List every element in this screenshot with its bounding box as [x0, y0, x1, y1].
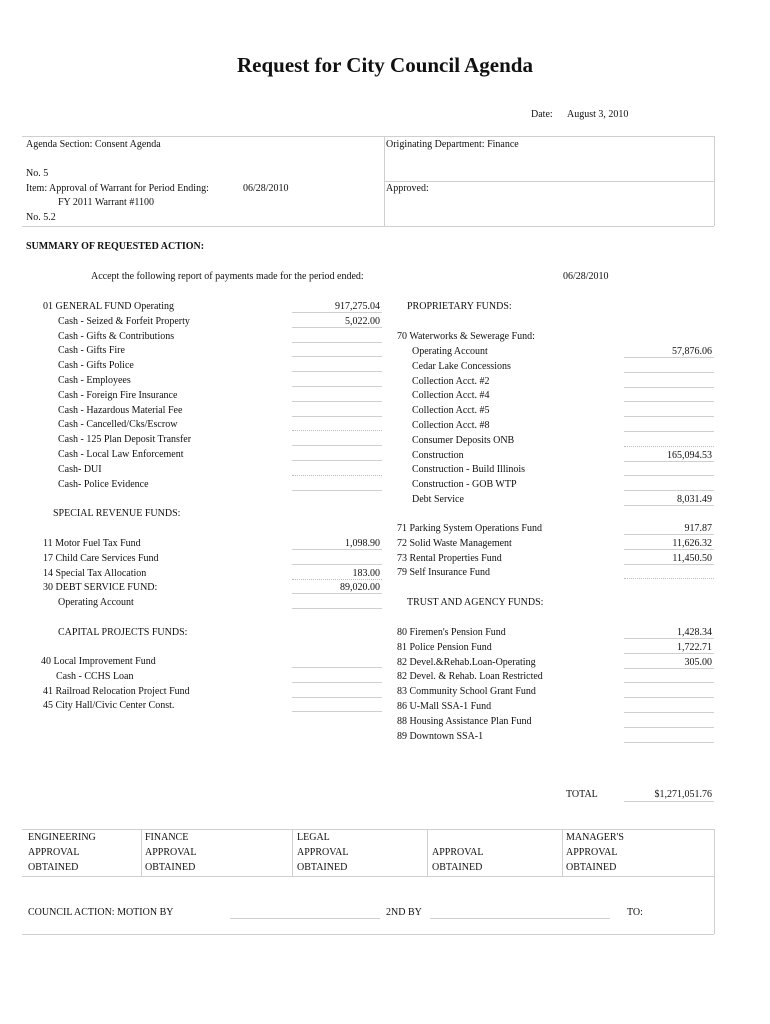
general-fund-row: Cash - Seized & Forfeit Property — [58, 315, 190, 327]
general-fund-row: Cash - Cancelled/Cks/Escrow — [58, 419, 178, 431]
waterworks-row: Construction — [412, 449, 464, 461]
header-mid-rule — [384, 181, 714, 182]
waterworks-row-underline — [624, 373, 714, 388]
trust-agency-row: 86 U-Mall SSA-1 Fund — [397, 701, 492, 712]
general-fund-row: 01 GENERAL FUND Operating — [43, 301, 175, 312]
special-revenue-row: 30 DEBT SERVICE FUND: — [43, 582, 158, 594]
waterworks-row: Operating Account — [412, 346, 488, 357]
waterworks-row-amount: 57,876.06 — [672, 346, 712, 357]
period-ended: 06/28/2010 — [563, 271, 609, 282]
approval-divider-1 — [141, 829, 142, 876]
general-fund-row-underline — [292, 446, 382, 461]
trust-agency-row: 80 Firemen's Pension Fund — [397, 627, 506, 638]
proprietary-row-amount: 11,450.50 — [672, 552, 712, 564]
waterworks-row-underline — [624, 402, 714, 417]
proprietary-row-amount: 11,626.32 — [672, 537, 712, 549]
engineering-line-1: ENGINEERING — [28, 832, 96, 843]
capital-projects-row: 40 Local Improvement Fund — [41, 656, 156, 667]
general-fund-row: Cash - Gifts & Contributions — [58, 330, 175, 342]
waterworks-row: Collection Acct. #5 — [412, 405, 490, 417]
finance-line-1: FINANCE — [145, 832, 189, 843]
approval-right-border — [714, 829, 715, 934]
accept-text: Accept the following report of payments made for the period ended: — [91, 271, 364, 282]
summary-heading: SUMMARY OF REQUESTED ACTION: — [26, 241, 205, 252]
proprietary-heading: PROPRIETARY FUNDS: — [407, 301, 512, 312]
general-fund-row-underline — [292, 328, 382, 343]
trust-agency-row: 82 Devel.&Rehab.Loan-Operating — [397, 656, 536, 668]
originating-department: Originating Department: Finance — [386, 139, 519, 150]
waterworks-row: Collection Acct. #4 — [412, 390, 490, 402]
engineering-line-3: OBTAINED — [28, 862, 79, 873]
header-right-border — [714, 136, 715, 226]
legal-line-2: APPROVAL — [297, 847, 349, 858]
capital-projects-row-underline — [292, 653, 382, 668]
trust-agency-row-underline — [624, 668, 714, 683]
general-fund-row: Cash - Foreign Fire Insurance — [58, 389, 178, 401]
finance-line-2: APPROVAL — [145, 847, 197, 858]
proprietary-row: 72 Solid Waste Management — [397, 537, 512, 549]
item-number: No. 5 — [26, 168, 49, 179]
to-label: TO: — [627, 907, 643, 918]
special-revenue-row: 14 Special Tax Allocation — [43, 567, 147, 579]
finance-line-3: OBTAINED — [145, 862, 196, 873]
date-value: August 3, 2010 — [567, 109, 629, 120]
header-top-rule — [22, 136, 714, 137]
special-revenue-row-amount: 1,098.90 — [345, 538, 380, 549]
total-label: TOTAL — [566, 789, 598, 800]
waterworks-row-underline — [624, 358, 714, 373]
waterworks-row-underline — [624, 476, 714, 491]
trust-agency-row-underline — [624, 698, 714, 713]
waterworks-heading: 70 Waterworks & Sewerage Fund: — [397, 331, 535, 342]
general-fund-row: Cash - Gifts Police — [58, 360, 134, 372]
manager-line-2: APPROVAL — [566, 847, 618, 858]
approval-top-rule — [22, 829, 714, 830]
trust-agency-row-amount: 1,722.71 — [677, 641, 712, 653]
waterworks-row: Cedar Lake Concessions — [412, 360, 511, 372]
approval-divider-2 — [292, 829, 293, 876]
capital-projects-row: 41 Railroad Relocation Project Fund — [43, 685, 190, 697]
manager-line-1: MANAGER'S — [566, 832, 624, 843]
trust-agency-row-underline — [624, 728, 714, 743]
second-by-label: 2ND BY — [386, 907, 422, 918]
general-fund-row: Cash- DUI — [58, 463, 102, 475]
capital-projects-row-underline — [292, 697, 382, 712]
waterworks-row: Collection Acct. #8 — [412, 420, 490, 431]
item-label: Item: Approval of Warrant for Period Ending: — [26, 183, 209, 194]
special-revenue-row-amount: 89,020.00 — [340, 582, 380, 594]
approval-line-2: OBTAINED — [432, 862, 483, 873]
general-fund-row-underline — [292, 342, 382, 357]
proprietary-row: 73 Rental Properties Fund — [397, 552, 502, 564]
general-fund-row-amount: 917,275.04 — [335, 301, 380, 312]
general-fund-row: Cash - Local Law Enforcement — [58, 449, 184, 460]
engineering-line-2: APPROVAL — [28, 847, 80, 858]
general-fund-row-underline — [292, 461, 382, 476]
waterworks-row-underline — [624, 387, 714, 402]
special-revenue-row: Operating Account — [58, 597, 134, 609]
waterworks-row-underline — [624, 461, 714, 476]
general-fund-row: Cash- Police Evidence — [58, 478, 149, 490]
general-fund-row-underline — [292, 476, 382, 491]
waterworks-row: Construction - GOB WTP — [412, 479, 517, 491]
header-bottom-rule — [22, 226, 714, 227]
general-fund-row: Cash - Gifts Fire — [58, 345, 125, 357]
approval-bottom-rule — [22, 876, 714, 877]
trust-agency-row-underline — [624, 713, 714, 728]
special-revenue-heading: SPECIAL REVENUE FUNDS: — [53, 508, 181, 519]
waterworks-row-underline — [624, 417, 714, 432]
waterworks-row: Collection Acct. #2 — [412, 375, 490, 387]
agenda-section: Agenda Section: Consent Agenda — [26, 139, 161, 150]
page-title: Request for City Council Agenda — [237, 53, 533, 77]
second-by-line — [430, 918, 610, 919]
waterworks-row-amount: 8,031.49 — [677, 494, 712, 505]
trust-agency-row-underline — [624, 683, 714, 698]
capital-projects-row: Cash - CCHS Loan — [56, 670, 134, 682]
capital-projects-row: 45 City Hall/Civic Center Const. — [43, 700, 175, 712]
proprietary-row-underline — [624, 564, 714, 579]
trust-agency-row-amount: 1,428.34 — [677, 627, 712, 638]
proprietary-row: 71 Parking System Operations Fund — [397, 523, 542, 534]
general-fund-row-underline — [292, 431, 382, 446]
general-fund-row-underline — [292, 387, 382, 402]
trust-agency-row-amount: 305.00 — [684, 656, 712, 668]
approval-divider-3 — [427, 829, 428, 876]
approval-line-1: APPROVAL — [432, 847, 484, 858]
special-revenue-row-underline — [292, 550, 382, 565]
general-fund-row: Cash - Employees — [58, 375, 131, 386]
general-fund-row-underline — [292, 402, 382, 417]
council-bottom-rule — [22, 934, 714, 935]
trust-agency-row: 88 Housing Assistance Plan Fund — [397, 715, 532, 727]
waterworks-row-amount: 165,094.53 — [667, 449, 712, 461]
date-label: Date: — [531, 109, 553, 120]
total-amount: $1,271,051.76 — [654, 789, 712, 800]
approval-divider-4 — [562, 829, 563, 876]
waterworks-row-underline — [624, 432, 714, 447]
trust-agency-row: 82 Devel. & Rehab. Loan Restricted — [397, 671, 543, 683]
capital-projects-heading: CAPITAL PROJECTS FUNDS: — [58, 627, 188, 638]
approved-label: Approved: — [386, 183, 429, 194]
item-sub-number: No. 5.2 — [26, 212, 56, 223]
special-revenue-row-amount: 183.00 — [352, 567, 380, 579]
warrant-number: FY 2011 Warrant #1100 — [58, 197, 154, 208]
legal-line-3: OBTAINED — [297, 862, 348, 873]
general-fund-row-underline — [292, 372, 382, 387]
capital-projects-row-underline — [292, 668, 382, 683]
general-fund-row-underline — [292, 416, 382, 431]
trust-agency-row: 89 Downtown SSA-1 — [397, 730, 484, 742]
manager-line-3: OBTAINED — [566, 862, 617, 873]
general-fund-row: Cash - Hazardous Material Fee — [58, 404, 183, 416]
general-fund-row-amount: 5,022.00 — [345, 315, 380, 327]
legal-line-1: LEGAL — [297, 832, 330, 843]
special-revenue-row-underline — [292, 594, 382, 609]
general-fund-row-underline — [292, 357, 382, 372]
capital-projects-row-underline — [292, 683, 382, 698]
waterworks-row: Construction - Build Illinois — [412, 464, 526, 476]
council-action-label: COUNCIL ACTION: MOTION BY — [28, 907, 174, 918]
motion-by-line — [230, 918, 380, 919]
trust-agency-heading: TRUST AND AGENCY FUNDS: — [407, 597, 544, 608]
header-divider — [384, 136, 385, 226]
waterworks-row: Consumer Deposits ONB — [412, 434, 515, 446]
trust-agency-row: 81 Police Pension Fund — [397, 641, 492, 653]
special-revenue-row: 11 Motor Fuel Tax Fund — [43, 538, 141, 549]
item-date: 06/28/2010 — [243, 183, 289, 194]
proprietary-row-amount: 917.87 — [684, 523, 712, 534]
trust-agency-row: 83 Community School Grant Fund — [397, 686, 536, 698]
general-fund-row: Cash - 125 Plan Deposit Transfer — [58, 434, 192, 446]
proprietary-row: 79 Self Insurance Fund — [397, 567, 491, 579]
special-revenue-row: 17 Child Care Services Fund — [43, 552, 159, 564]
waterworks-row: Debt Service — [412, 494, 464, 505]
